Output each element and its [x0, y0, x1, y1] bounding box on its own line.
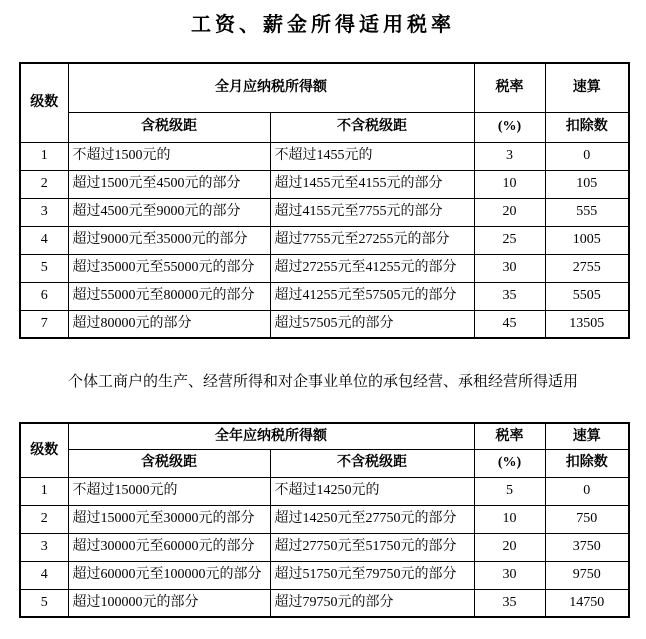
- table-row: [20, 170, 629, 198]
- deduction-cell: 14750: [545, 589, 629, 617]
- table-row: [20, 310, 629, 338]
- rate-unit-header: (%): [474, 449, 545, 477]
- incl-bracket-cell: 超过1500元至4500元的部分: [68, 170, 270, 198]
- rate-cell: 35: [474, 589, 545, 617]
- table-row: [20, 282, 629, 310]
- level-cell: 4: [20, 226, 68, 254]
- rate-header: 税率: [474, 63, 545, 112]
- incl-bracket-cell: 超过100000元的部分: [68, 589, 270, 617]
- rate-cell: 30: [474, 561, 545, 589]
- level-cell: 7: [20, 310, 68, 338]
- quick-deduction-header: 速算: [545, 63, 629, 112]
- incl-bracket-cell: 超过4500元至9000元的部分: [68, 198, 270, 226]
- rate-cell: 3: [474, 142, 545, 170]
- table-row: [20, 505, 629, 533]
- level-cell: 1: [20, 142, 68, 170]
- level-cell: 5: [20, 254, 68, 282]
- level-cell: 5: [20, 589, 68, 617]
- level-cell: 3: [20, 533, 68, 561]
- rate-cell: 10: [474, 170, 545, 198]
- rate-cell: 45: [474, 310, 545, 338]
- section-subtitle: 个体工商户的生产、经营所得和对企事业单位的承包经营、承租经营所得适用: [67, 374, 578, 390]
- annual-tax-table: [19, 422, 630, 618]
- level-cell: 1: [20, 477, 68, 505]
- incl-bracket-cell: 超过15000元至30000元的部分: [68, 505, 270, 533]
- quick-deduction-subheader: 扣除数: [545, 449, 629, 477]
- excl-bracket-cell: 超过27255元至41255元的部分: [270, 254, 474, 282]
- excl-bracket-header: 不含税级距: [270, 112, 474, 142]
- level-header: 级数: [20, 423, 68, 477]
- monthly-tax-table: [19, 62, 630, 339]
- excl-bracket-cell: 超过1455元至4155元的部分: [270, 170, 474, 198]
- rate-cell: 5: [474, 477, 545, 505]
- table-header-row: [20, 63, 629, 112]
- excl-bracket-cell: 超过79750元的部分: [270, 589, 474, 617]
- deduction-cell: 105: [545, 170, 629, 198]
- incl-bracket-cell: 超过55000元至80000元的部分: [68, 282, 270, 310]
- excl-bracket-cell: 超过27750元至51750元的部分: [270, 533, 474, 561]
- deduction-cell: 555: [545, 198, 629, 226]
- rate-cell: 30: [474, 254, 545, 282]
- page-title: 工资、薪金所得适用税率: [191, 14, 455, 36]
- rate-unit-header: (%): [474, 112, 545, 142]
- annual-income-header: 全年应纳税所得额: [68, 423, 474, 449]
- table-row: [20, 142, 629, 170]
- rate-cell: 25: [474, 226, 545, 254]
- incl-bracket-cell: 不超过1500元的: [68, 142, 270, 170]
- incl-bracket-cell: 超过35000元至55000元的部分: [68, 254, 270, 282]
- rate-cell: 20: [474, 198, 545, 226]
- excl-bracket-header: 不含税级距: [270, 449, 474, 477]
- table-subheader-row: [20, 112, 629, 142]
- table-row: [20, 561, 629, 589]
- level-header: 级数: [20, 63, 68, 142]
- incl-bracket-header: 含税级距: [68, 449, 270, 477]
- incl-bracket-cell: 超过60000元至100000元的部分: [68, 561, 270, 589]
- deduction-cell: 0: [545, 477, 629, 505]
- excl-bracket-cell: 不超过14250元的: [270, 477, 474, 505]
- excl-bracket-cell: 不超过1455元的: [270, 142, 474, 170]
- table-subheader-row: [20, 449, 629, 477]
- deduction-cell: 2755: [545, 254, 629, 282]
- excl-bracket-cell: 超过57505元的部分: [270, 310, 474, 338]
- excl-bracket-cell: 超过51750元至79750元的部分: [270, 561, 474, 589]
- incl-bracket-cell: 超过30000元至60000元的部分: [68, 533, 270, 561]
- level-cell: 6: [20, 282, 68, 310]
- deduction-cell: 13505: [545, 310, 629, 338]
- excl-bracket-cell: 超过4155元至7755元的部分: [270, 198, 474, 226]
- rate-header: 税率: [474, 423, 545, 449]
- table-row: [20, 198, 629, 226]
- incl-bracket-cell: 超过9000元至35000元的部分: [68, 226, 270, 254]
- deduction-cell: 3750: [545, 533, 629, 561]
- level-cell: 4: [20, 561, 68, 589]
- table-row: [20, 533, 629, 561]
- quick-deduction-header: 速算: [545, 423, 629, 449]
- quick-deduction-subheader: 扣除数: [545, 112, 629, 142]
- table-row: [20, 477, 629, 505]
- deduction-cell: 5505: [545, 282, 629, 310]
- incl-bracket-header: 含税级距: [68, 112, 270, 142]
- incl-bracket-cell: 不超过15000元的: [68, 477, 270, 505]
- excl-bracket-cell: 超过41255元至57505元的部分: [270, 282, 474, 310]
- table-row: [20, 254, 629, 282]
- rate-cell: 10: [474, 505, 545, 533]
- level-cell: 3: [20, 198, 68, 226]
- deduction-cell: 750: [545, 505, 629, 533]
- table-row: [20, 226, 629, 254]
- level-cell: 2: [20, 505, 68, 533]
- deduction-cell: 9750: [545, 561, 629, 589]
- deduction-cell: 0: [545, 142, 629, 170]
- level-cell: 2: [20, 170, 68, 198]
- table-row: [20, 589, 629, 617]
- rate-cell: 20: [474, 533, 545, 561]
- incl-bracket-cell: 超过80000元的部分: [68, 310, 270, 338]
- deduction-cell: 1005: [545, 226, 629, 254]
- rate-cell: 35: [474, 282, 545, 310]
- monthly-income-header: 全月应纳税所得额: [68, 63, 474, 112]
- table-header-row: [20, 423, 629, 449]
- excl-bracket-cell: 超过14250元至27750元的部分: [270, 505, 474, 533]
- excl-bracket-cell: 超过7755元至27255元的部分: [270, 226, 474, 254]
